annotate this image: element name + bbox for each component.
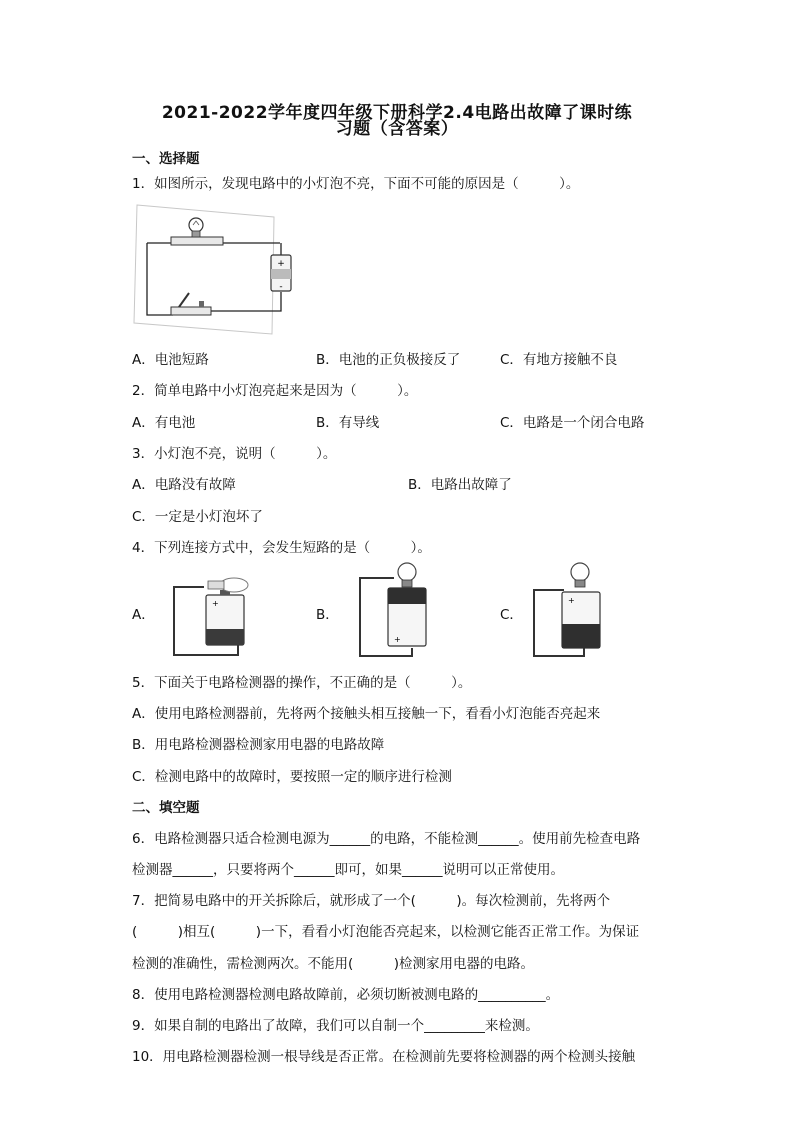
question-6-line2: 检测器______，只要将两个______即可，如果______说明可以正常使用。 bbox=[132, 862, 564, 878]
q4-figure-a bbox=[168, 575, 268, 659]
q5-option-a: A．使用电路检测器前，先将两个接触头相互接触一下，看看小灯泡能否亮起来 bbox=[132, 706, 601, 722]
q4-option-c: C． bbox=[500, 607, 523, 623]
question-7-line3: 检测的准确性，需检测两次。不能用( )检测家用电器的电路。 bbox=[132, 956, 535, 972]
q2-option-b: B．有导线 bbox=[316, 415, 380, 431]
q2-option-a: A．有电池 bbox=[132, 415, 196, 431]
section-heading-choice: 一、选择题 bbox=[132, 151, 200, 167]
q3-option-b: B．电路出故障了 bbox=[408, 477, 512, 493]
question-1: 1．如图所示，发现电路中的小灯泡不亮，下面不可能的原因是（ ）。 bbox=[132, 176, 580, 192]
q2-option-c: C．电路是一个闭合电路 bbox=[500, 415, 645, 431]
question-3: 3．小灯泡不亮，说明（ ）。 bbox=[132, 446, 337, 462]
section-heading-fill: 二、填空题 bbox=[132, 800, 200, 816]
question-4: 4．下列连接方式中，会发生短路的是（ ）。 bbox=[132, 540, 431, 556]
question-7-line1: 7．把简易电路中的开关拆除后，就形成了一个( )。每次检测前，先将两个 bbox=[132, 893, 611, 909]
question-9: 9．如果自制的电路出了故障，我们可以自制一个_________来检测。 bbox=[132, 1018, 539, 1034]
q4-option-a: A． bbox=[132, 607, 155, 623]
question-7-line2: ( )相互( )一下，看看小灯泡能否亮起来，以检测它能否正常工作。为保证 bbox=[132, 924, 640, 940]
battery-plus-label-a: + bbox=[212, 599, 219, 608]
q1-option-c: C．有地方接触不良 bbox=[500, 352, 618, 368]
battery-plus-label-c: + bbox=[568, 596, 575, 605]
question-5: 5．下面关于电路检测器的操作，不正确的是（ ）。 bbox=[132, 675, 472, 691]
question-8: 8．使用电路检测器检测电路故障前，必须切断被测电路的__________。 bbox=[132, 987, 560, 1003]
battery-minus-label: - bbox=[279, 282, 283, 292]
q1-option-b: B．电池的正负极接反了 bbox=[316, 352, 461, 368]
q3-option-c: C．一定是小灯泡坏了 bbox=[132, 509, 263, 525]
battery-icon bbox=[271, 255, 291, 292]
question-2: 2．简单电路中小灯泡亮起来是因为（ ）。 bbox=[132, 383, 418, 399]
question-6-line1: 6．电路检测器只适合检测电源为______的电路，不能检测______。使用前先检查电路 bbox=[132, 831, 641, 847]
q4-option-b: B． bbox=[316, 607, 339, 623]
q4-figure-b bbox=[350, 562, 432, 662]
q4-figure-c bbox=[528, 562, 612, 662]
battery-plus-label: + bbox=[277, 259, 285, 269]
question-10: 10．用电路检测器检测一根导线是否正常。在检测前先要将检测器的两个检测头接触 bbox=[132, 1049, 636, 1065]
q1-option-a: A．电池短路 bbox=[132, 352, 209, 368]
battery-plus-label-b: + bbox=[394, 635, 401, 644]
q5-option-b: B．用电路检测器检测家用电器的电路故障 bbox=[132, 737, 385, 753]
q3-option-a: A．电路没有故障 bbox=[132, 477, 236, 493]
q5-option-c: C．检测电路中的故障时，要按照一定的顺序进行检测 bbox=[132, 769, 452, 785]
page-title: 2021-2022学年度四年级下册科学2.4电路出故障了课时练 bbox=[161, 103, 633, 123]
page-title-line2: 习题（含答案） bbox=[335, 119, 459, 139]
circuit-figure bbox=[133, 203, 285, 335]
